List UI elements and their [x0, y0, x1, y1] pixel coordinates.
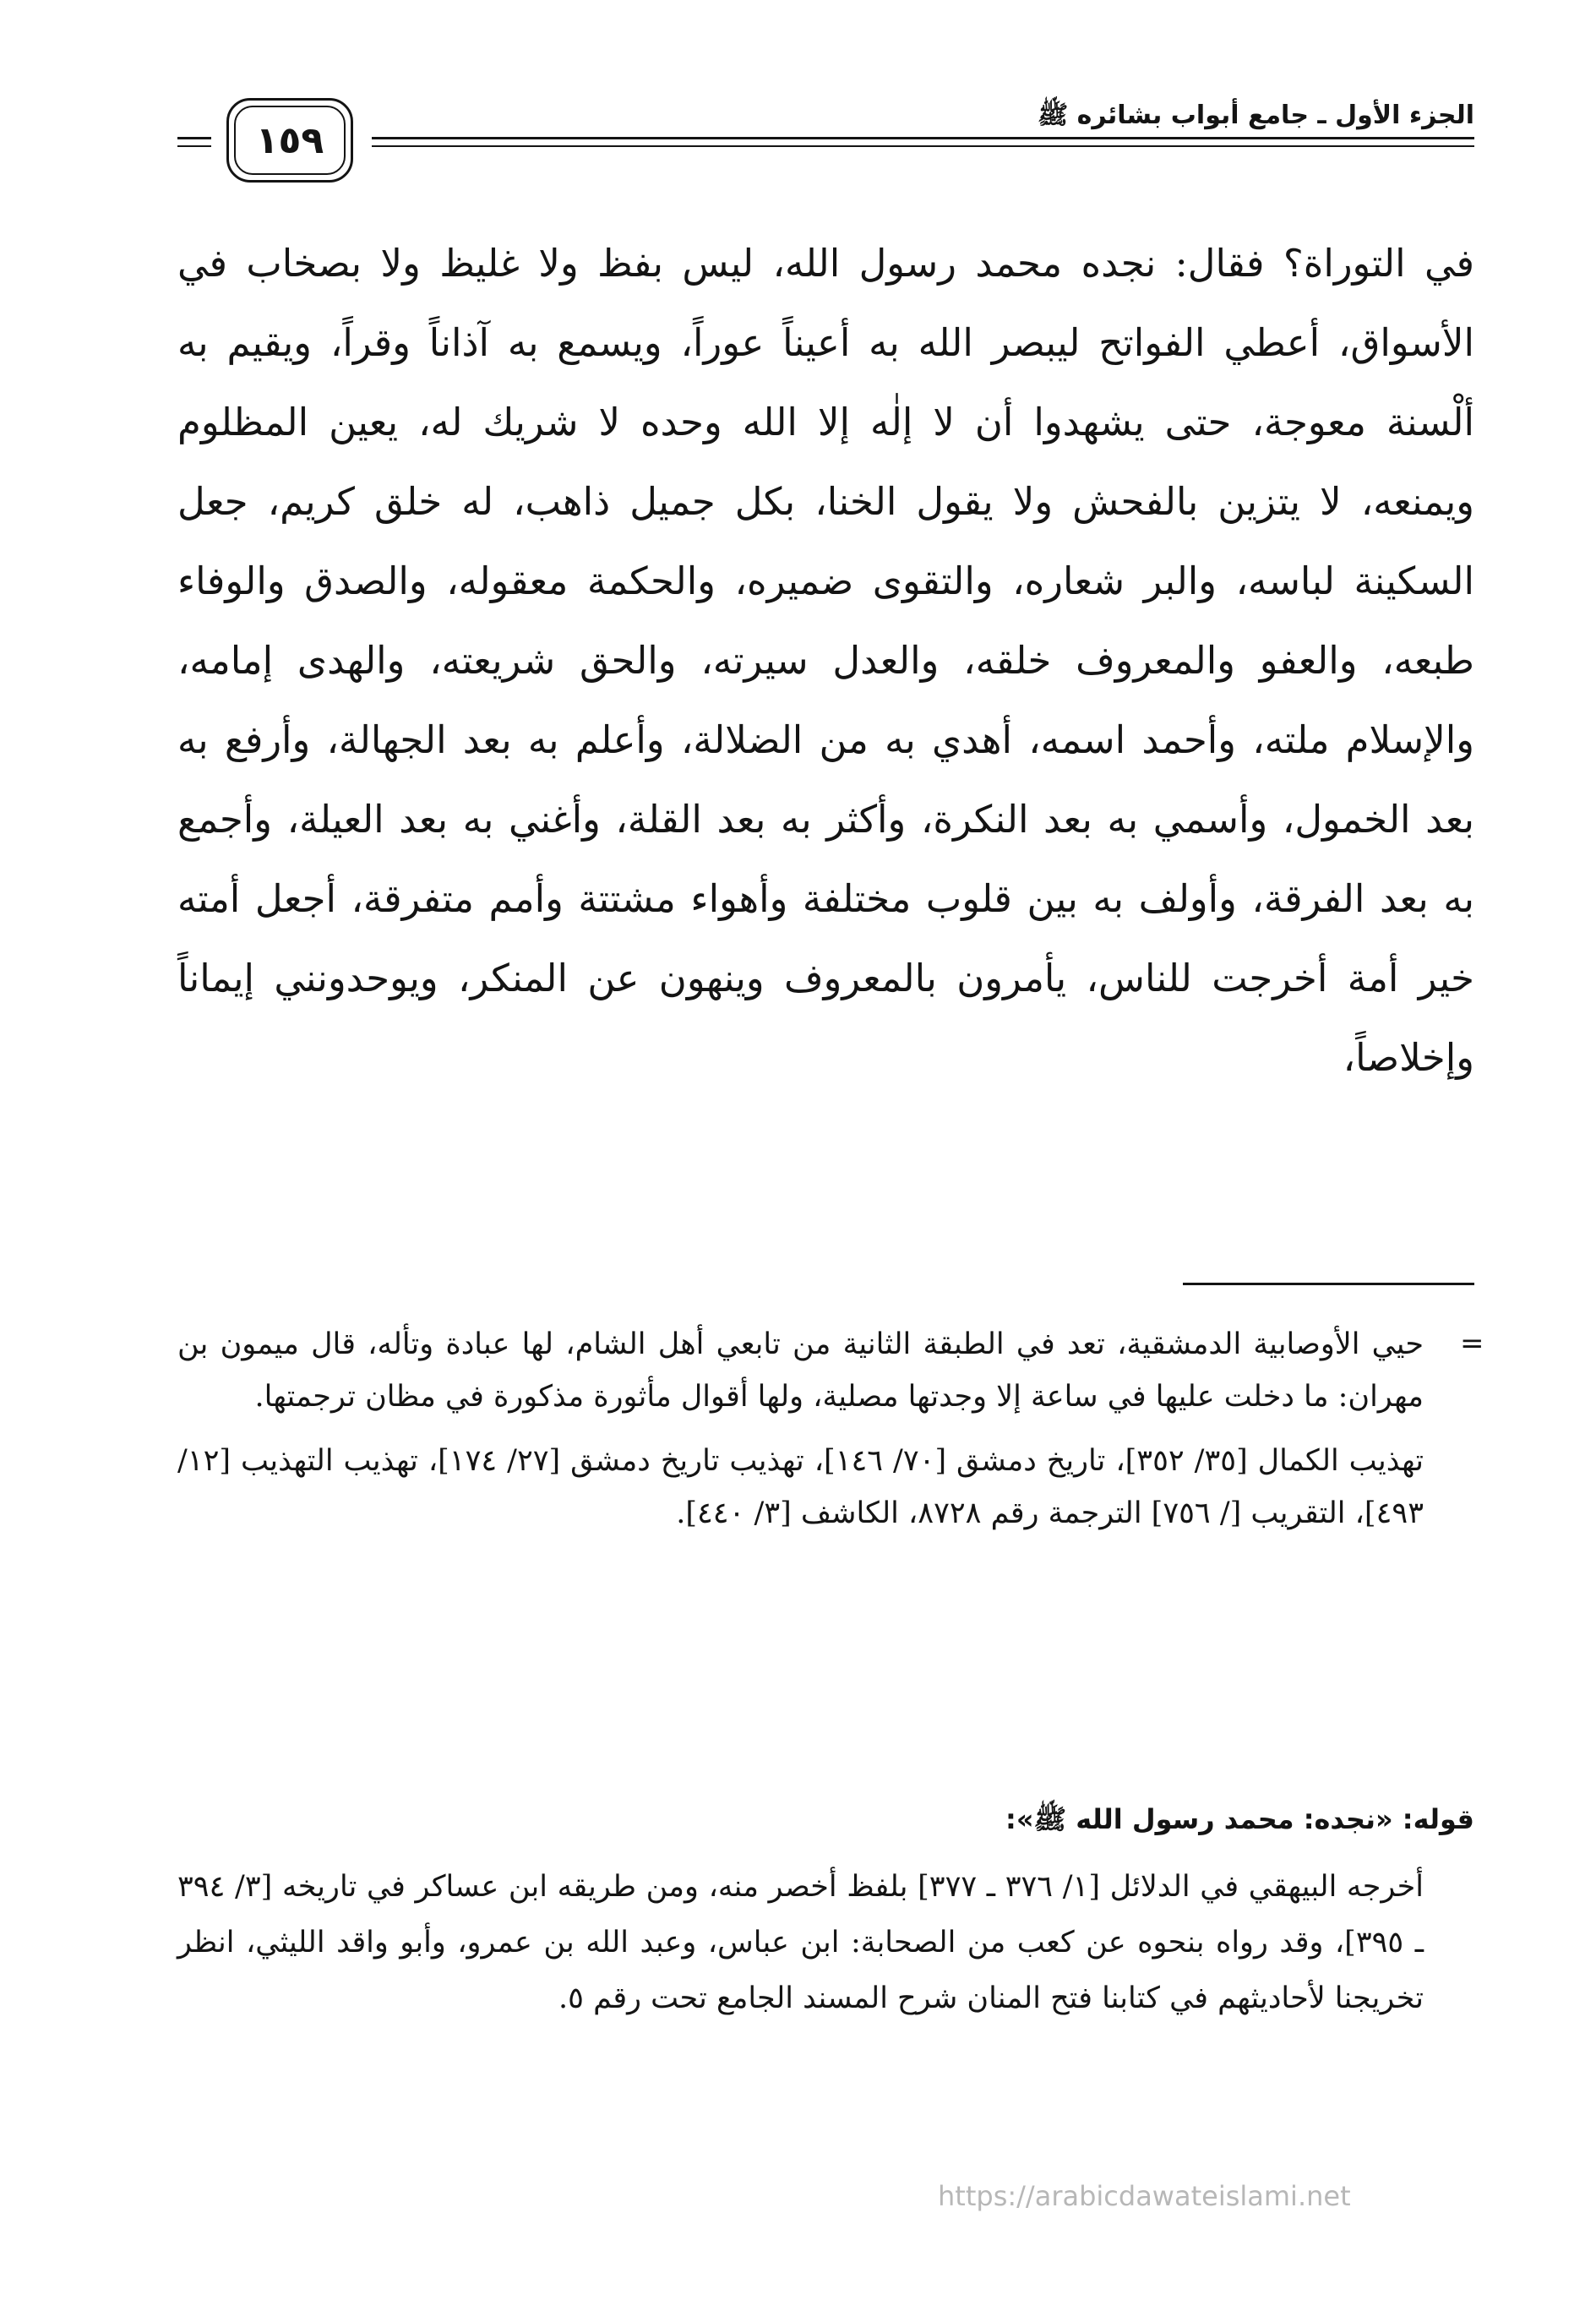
- main-paragraph: في التوراة؟ فقال: نجده محمد رسول الله، ليس بفظ ولا غليظ ولا بصخاب في الأسواق، أعطي الفواتح ليبصر الله به أعيناً عوراً، ويسمع به آذاناً وقراً، ويقيم به ألْسنة معوجة، حتى يشهدوا أن لا إلٰه إلا الله وحده لا شريك له، يعين المظلوم ويمنعه، لا يتزين بالفحش ولا يقول الخنا، بكل جميل ذاهب، له خلق كريم، جعل السكينة لباسه، والبر شعاره، والتقوى ضميره، والحكمة معقوله، والصدق والوفاء طبعه، والعفو والمعروف خلقه، والعدل سيرته، والحق شريعته، والهدى إمامه، والإسلام ملته، وأحمد اسمه، أهدي به من الضلالة، وأعلم به بعد الجهالة، وأرفع به بعد الخمول، وأسمي به بعد النكرة، وأكثر به بعد القلة، وأغني به بعد العيلة، وأجمع به بعد الفرقة، وأولف به بين قلوب مختلفة وأهواء مشتتة وأمم متفرقة، أجعل أمته خير أمة أخرجت للناس، يأمرون بالمعروف وينهون عن المنكر، ويوحدونني إيماناً وإخلاصاً،: [177, 241, 1474, 1080]
- header-rule-left: [177, 137, 211, 139]
- footnote-paragraph: حيي الأوصابية الدمشقية، تعد في الطبقة الثانية من تابعي أهل الشام، لها عبادة وتأله، قال ميمون بن مهران: ما دخلت عليها في ساعة إلا وجدتها مصلية، ولها أقوال مأثورة مذكورة في مظان ترجمتها.: [177, 1327, 1424, 1414]
- footnote-paragraph: تهذيب الكمال [٣٥/ ٣٥٢]، تاريخ دمشق [٧٠/ ١٤٦]، تهذيب تاريخ دمشق [٢٧/ ١٧٤]، تهذيب التهذيب [١٢/ ٤٩٣]، التقريب [/ ٧٥٦] الترجمة رقم ٨٧٢٨، الكاشف [٣/ ٤٤٠].: [177, 1444, 1424, 1530]
- header-rule: [372, 137, 1474, 139]
- main-text: [177, 224, 1474, 1098]
- footnotes: [177, 1318, 1424, 1551]
- watermark: https://arabicdawateislami.net: [938, 2180, 1351, 2212]
- page-number: ١٥٩: [234, 106, 346, 175]
- takhrij-heading: قوله: «نجده: محمد رسول الله ﷺ»:: [1005, 1803, 1474, 1835]
- page-number-frame: [226, 98, 353, 183]
- header-rule-left-double: [177, 145, 211, 147]
- footnote-separator: [1183, 1283, 1474, 1285]
- takhrij: [177, 1859, 1424, 2026]
- footnote-continuation-marker: =: [1460, 1327, 1484, 1360]
- page-header: [177, 84, 1474, 194]
- takhrij-text: أخرجه البيهقي في الدلائل [١/ ٣٧٦ ـ ٣٧٧] بلفظ أخصر منه، ومن طريقه ابن عساكر في تاريخه [٣/ ٣٩٤ ـ ٣٩٥]، وقد رواه بنحوه عن كعب من الصحابة: ابن عباس، وعبد الله بن عمرو، وأبو واقد الليثي، انظر تخريجنا لأحاديثهم في كتابنا فتح المنان شرح المسند الجامع تحت رقم ٥.: [177, 1870, 1424, 2015]
- header-rule-double: [372, 145, 1474, 147]
- running-title: الجزء الأول ـ جامع أبواب بشائره ﷺ: [1037, 101, 1474, 130]
